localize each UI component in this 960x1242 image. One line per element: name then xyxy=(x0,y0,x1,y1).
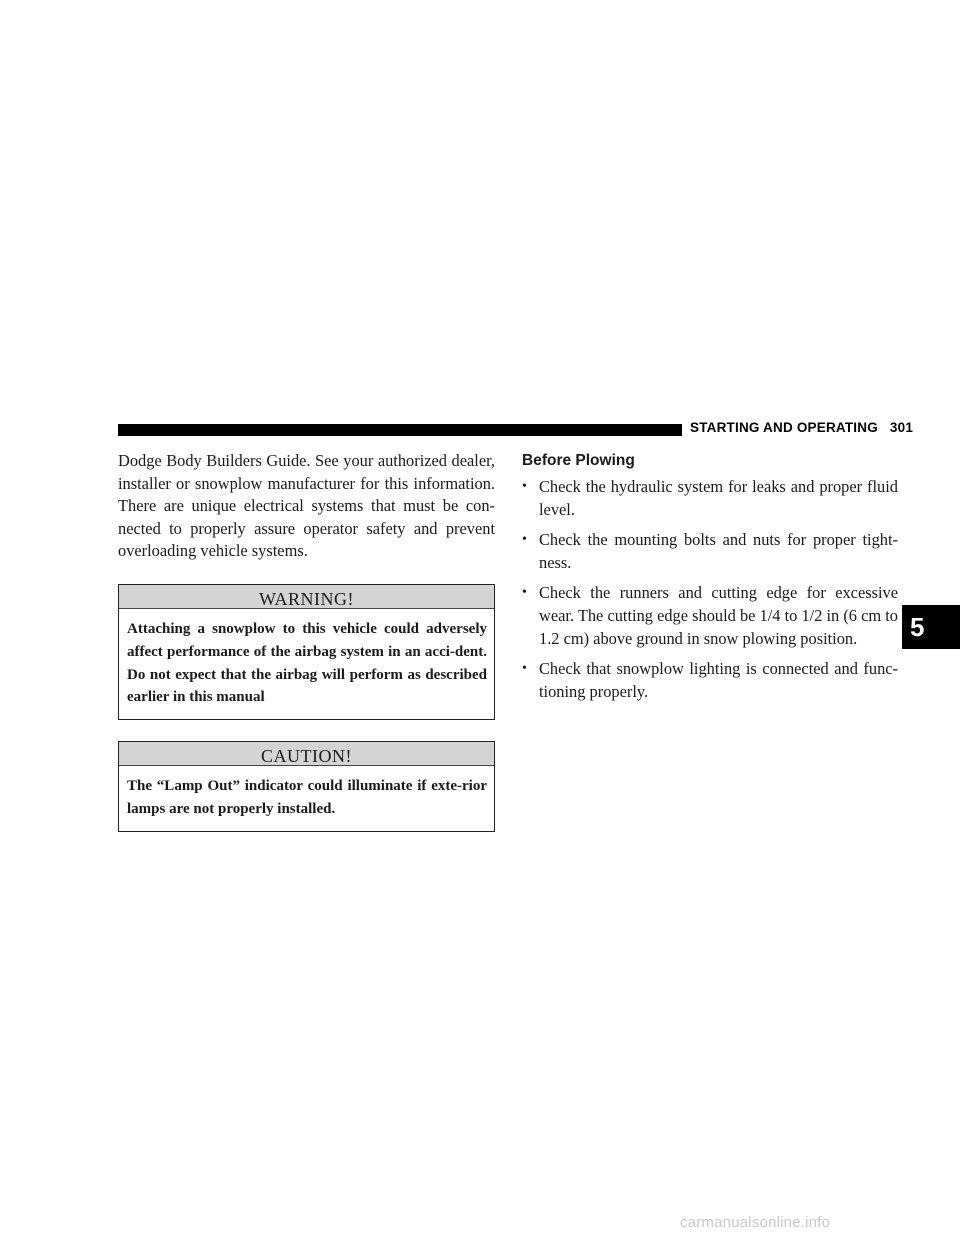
bullet-icon: • xyxy=(522,661,527,677)
left-column xyxy=(118,450,495,832)
checklist xyxy=(522,476,898,703)
warning-text: Attaching a snowplow to this vehicle could adversely affect performance of the airbag system in an acci-dent. Do not expect that the airbag will perform as described earlier in this manual xyxy=(127,620,487,706)
caution-box xyxy=(118,741,495,832)
right-column xyxy=(522,450,898,711)
list-item xyxy=(522,476,898,521)
caution-text: The “Lamp Out” indicator could illuminate if exte-rior lamps are not properly installed. xyxy=(127,778,487,817)
section-heading: Before Plowing xyxy=(522,452,635,469)
bullet-icon: • xyxy=(522,532,527,548)
caution-title xyxy=(119,742,494,766)
chapter-tab: 5 xyxy=(902,605,960,649)
page-number: 301 xyxy=(889,420,914,435)
running-header xyxy=(690,420,913,435)
list-item-text: Check the mounting bolts and nuts for proper tight-ness. xyxy=(539,530,898,572)
warning-box xyxy=(118,584,495,720)
warning-title xyxy=(119,585,494,609)
list-item-text: Check the runners and cutting edge for excessive wear. The cutting edge should be 1/4 to 1/2 in (6 cm to 1.2 cm) above ground in snow plowing position. xyxy=(539,583,898,648)
section-title: STARTING AND OPERATING xyxy=(690,420,878,435)
warning-title-text: WARNING! xyxy=(259,588,354,609)
list-item-text: Check that snowplow lighting is connected and func-tioning properly. xyxy=(539,659,898,701)
bullet-icon: • xyxy=(522,479,527,494)
header-rule xyxy=(118,424,682,436)
watermark: carmanualsonline.info xyxy=(680,1214,831,1231)
list-item xyxy=(522,658,898,703)
intro-paragraph: Dodge Body Builders Guide. See your authorized dealer, installer or snowplow manufacturer for this information. There are unique electrical systems that must be con-nected to properly assure operator safety and prevent overloading vehicle systems. xyxy=(118,451,495,561)
list-item xyxy=(522,582,898,650)
list-item xyxy=(522,529,898,574)
bullet-icon: • xyxy=(522,585,527,601)
list-item-text: Check the hydraulic system for leaks and proper fluid level. xyxy=(539,477,898,519)
caution-title-text: CAUTION! xyxy=(261,746,352,767)
